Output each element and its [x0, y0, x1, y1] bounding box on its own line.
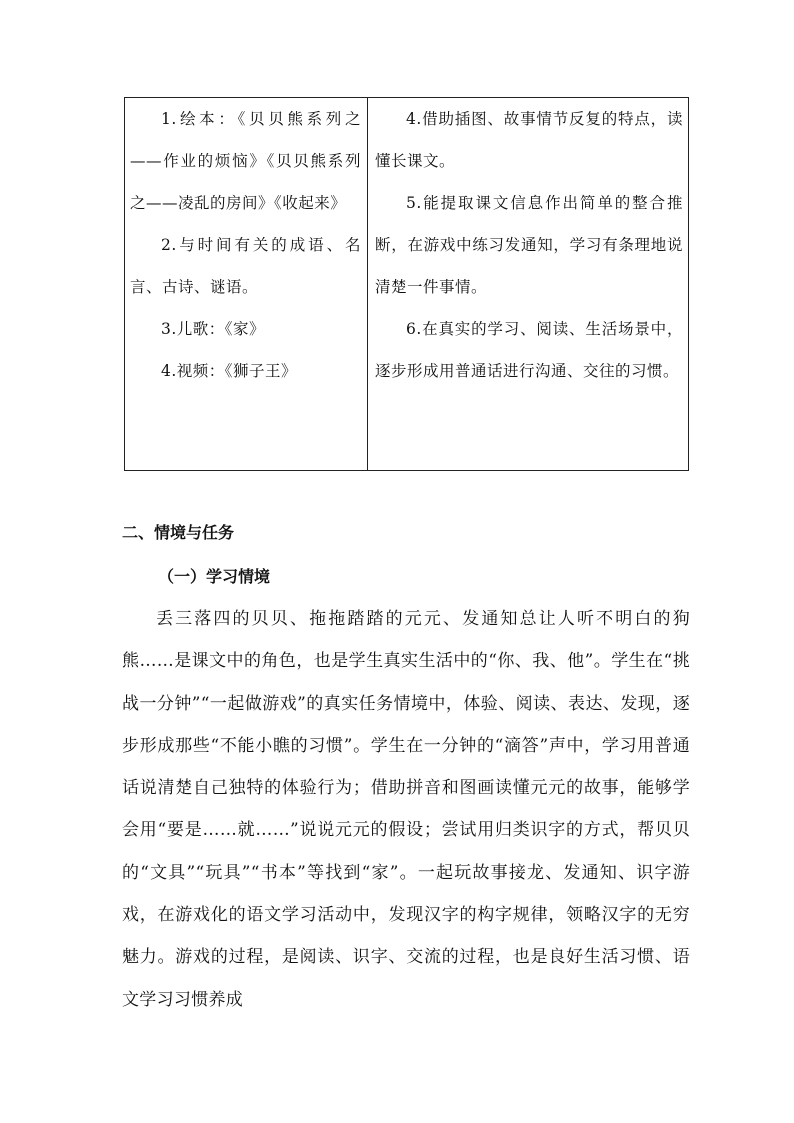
right-item-goal-6: 6.在真实的学习、阅读、生活场景中，逐步形成用普通话进行沟通、交往的习惯。: [375, 320, 683, 380]
learning-context-paragraph: 丢三落四的贝贝、拖拖踏踏的元元、发通知总让人听不明白的狗熊……是课文中的角色，也是学生真实生活中的“你、我、他”。学生在“挑战一分钟”“一起做游戏”的真实任务情境中，体验、阅读、表达、发现，逐步形成那些“不能小瞧的习惯”。学生在一分钟的“滴答”声中，学习用普通话说清楚自己独特的体验行为；借助拼音和图画读懂元元的故事，能够学会用“要是……就……”说说元元的假设；尝试用归类识字的方式，帮贝贝的“文具”“玩具”“书本”等找到“家”。一起玩故事接龙、发通知、识字游戏，在游戏化的语文学习活动中，发现汉字的构字规律，领略汉字的无穷魅力。游戏的过程，是阅读、识字、交流的过程，也是良好生活习惯、语文学习习惯养成: [122, 609, 690, 1010]
section-title: 二、情境与任务: [122, 523, 235, 542]
left-item-video: 4.视频：《狮子王》: [161, 362, 298, 380]
table-left-column: [125, 98, 368, 470]
left-item-nursery-rhyme: 3.儿歌：《家》: [161, 320, 266, 338]
resource-goal-table: [124, 97, 689, 471]
left-item-picture-books: 1.绘本：《贝贝熊系列之——作业的烦恼》《贝贝熊系列之——凌乱的房间》《收起来》: [130, 110, 361, 212]
section-subtitle: （一）学习情境: [158, 567, 271, 586]
left-item-time-idioms: 2.与时间有关的成语、名言、古诗、谜语。: [130, 236, 361, 296]
right-item-goal-4: 4.借助插图、故事情节反复的特点，读懂长课文。: [375, 110, 683, 170]
right-item-goal-5: 5.能提取课文信息作出简单的整合推断，在游戏中练习发通知，学习有条理地说清楚一件事情。: [375, 194, 683, 296]
table-right-column: [368, 98, 688, 470]
